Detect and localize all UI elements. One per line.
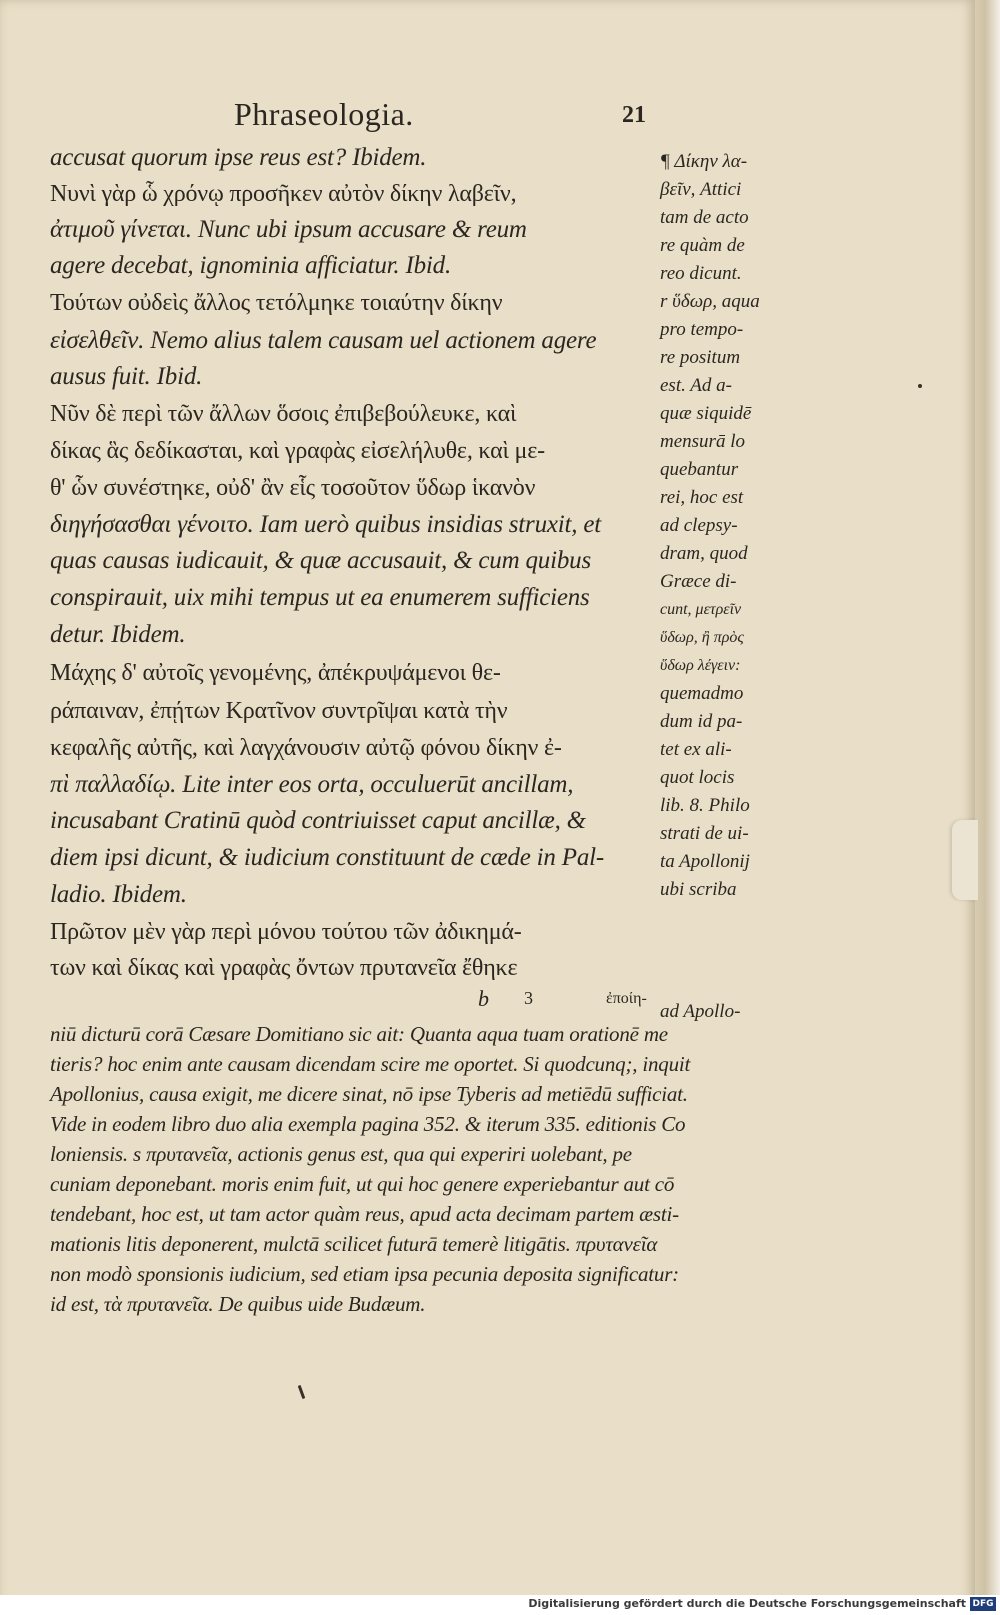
footnote-line: id est, τὰ πρυτανεῖα. De quibus uide Budæum. [50, 1292, 426, 1316]
margin-note-line: dum id pa- [660, 711, 743, 732]
margin-note-line: cunt, μετρεῖν [660, 601, 742, 618]
footnote-line: tieris? hoc enim ante causam dicendam scire me oportet. Si quodcunq;, inquit [50, 1052, 691, 1076]
margin-note-line: quæ siquidē [660, 403, 752, 424]
text-line: ράπαιναν, ἐπῄτων Κρατῖνον συντρῖψαι κατὰ τὴν [50, 698, 508, 724]
text-line: incusabant Cratinū quòd contriuisset caput ancillæ, & [50, 807, 586, 834]
margin-note-line: ¶ Δίκην λα- [660, 151, 748, 172]
margin-note-line: Græce di- [660, 571, 737, 592]
margin-note-line: re positum [660, 347, 741, 368]
margin-note-line: ta Apollonij [660, 851, 750, 872]
margin-note-line: tam de acto [660, 207, 749, 228]
ink-speck [918, 384, 922, 388]
margin-note-line: quemadmo [660, 683, 744, 704]
margin-note-line: dram, quod [660, 543, 748, 564]
footnote-line: Apollonius, causa exigit, me dicere sinat, nō ipse Tyberis ad metiēdū sufficiat. [50, 1082, 688, 1106]
text-line: diem ipsi dicunt, & iudicium constituunt de cæde in Pal- [50, 844, 604, 871]
page-notch [952, 820, 978, 900]
margin-note-line: ad clepsy- [660, 515, 738, 536]
margin-note-line: est. Ad a- [660, 375, 732, 396]
text-line: Πρῶτον μὲν γὰρ περὶ μόνου τούτου τῶν ἀδικημά- [50, 919, 522, 945]
footnote-line: cuniam deponebant. moris enim fuit, ut qui hoc genere experiebantur aut cō [50, 1172, 675, 1196]
margin-note-line: lib. 8. Philo [660, 795, 750, 816]
page-number: 21 [622, 102, 646, 128]
margin-note-line: r ὕδωρ, aqua [660, 291, 760, 312]
footnote-line: niū dicturū corā Cæsare Domitiano sic ait: Quanta aqua tuam orationē me [50, 1022, 668, 1046]
margin-note-line: tet ex ali- [660, 739, 732, 760]
margin-note-line: quot locis [660, 767, 735, 788]
text-line: quas causas iudicauit, & quæ accusauit, & cum quibus [50, 547, 591, 574]
signature-number: 3 [524, 988, 533, 1008]
text-line: ἀτιμοῦ γίνεται. Nunc ubi ipsum accusare & reum [50, 216, 527, 243]
margin-note-line: strati de ui- [660, 823, 749, 844]
text-line: agere decebat, ignominia afficiatur. Ibid. [50, 252, 452, 279]
footer-credit: Digitalisierung gefördert durch die Deutsche Forschungsgemeinschaft [528, 1597, 966, 1610]
text-line: Νῦν δὲ περὶ τῶν ἄλλων ὅσοις ἐπιβεβούλευκε, καὶ [50, 401, 517, 427]
footnote-line: non modò sponsionis iudicium, sed etiam ipsa pecunia deposita significatur: [50, 1262, 679, 1286]
margin-note-line: quebantur [660, 459, 739, 480]
page-header [0, 96, 975, 146]
text-line: detur. Ibidem. [50, 621, 186, 648]
margin-note-line: rei, hoc est [660, 487, 744, 508]
text-line: conspirauit, uix mihi tempus ut ea enumerem sufficiens [50, 584, 590, 611]
digitization-footer [0, 1595, 1000, 1615]
text-line: Νυνὶ γὰρ ὧ χρόνῳ προσῆκεν αὐτὸν δίκην λαβεῖν, [50, 181, 517, 207]
margin-note-line: mensurā lo [660, 431, 745, 452]
text-line: εἰσελθεῖν. Nemo alius talem causam uel actionem agere [50, 327, 597, 354]
catchword: ἐποίη- [606, 990, 647, 1007]
margin-note-line: ad Apollo- [660, 1001, 741, 1022]
text-line: θ' ὧν συνέστηκε, οὐδ' ἂν εἷς τοσοῦτον ὕδωρ ἱκανὸν [50, 475, 536, 501]
footnote-line: mationis litis deponerent, mulctā scilicet futurā temerè litigātis. πρυτανεῖα [50, 1232, 658, 1256]
margin-note-line: re quàm de [660, 235, 745, 256]
page-edge [975, 0, 1000, 1600]
signature-letter: b [478, 986, 489, 1011]
dfg-logo-icon: DFG [970, 1597, 996, 1611]
text-line: ladio. Ibidem. [50, 881, 187, 908]
footnote-line: tendebant, hoc est, ut tam actor quàm reus, apud acta decimam partem æsti- [50, 1202, 679, 1226]
running-title: Phraseologia. [234, 96, 414, 132]
footnote-line: Vide in eodem libro duo alia exempla pagina 352. & iterum 335. editionis Co [50, 1112, 686, 1136]
text-line: ausus fuit. Ibid. [50, 363, 203, 390]
margin-note-line: βεῖν, Attici [660, 179, 742, 200]
text-line: Μάχης δ' αὐτοῖς γενομένης, ἀπέκρυψάμενοι θε- [50, 660, 501, 686]
text-line: δίκας ἃς δεδίκασται, καὶ γραφὰς εἰσελήλυθε, καὶ με- [50, 438, 545, 464]
margin-note-line: ὕδωρ, ἢ πρὸς [660, 629, 744, 646]
footnote-line: loniensis. s πρυτανεῖα, actionis genus est, qua qui experiri uolebant, pe [50, 1142, 632, 1166]
margin-note-line: ὕδωρ λέγειν: [660, 657, 741, 674]
text-line: Τούτων οὐδεὶς ἄλλος τετόλμηκε τοιαύτην δίκην [50, 290, 503, 316]
margin-note-line: pro tempo- [660, 319, 744, 340]
margin-note-line: ubi scriba [660, 879, 737, 900]
margin-note-line: reo dicunt. [660, 263, 742, 284]
text-line: κεφαλῆς αὐτῆς, καὶ λαγχάνουσιν αὐτῷ φόνου δίκην ἐ- [50, 735, 562, 761]
text-line: accusat quorum ipse reus est? Ibidem. [50, 144, 427, 171]
text-line: πὶ παλλαδίῳ. Lite inter eos orta, occuluerūt ancillam, [50, 771, 574, 798]
text-line: των καὶ δίκας καὶ γραφὰς ὄντων πρυτανεῖα ἔθηκε [50, 955, 518, 981]
text-line: διηγήσασθαι γένοιτο. Iam uerò quibus insidias struxit, et [50, 511, 602, 538]
